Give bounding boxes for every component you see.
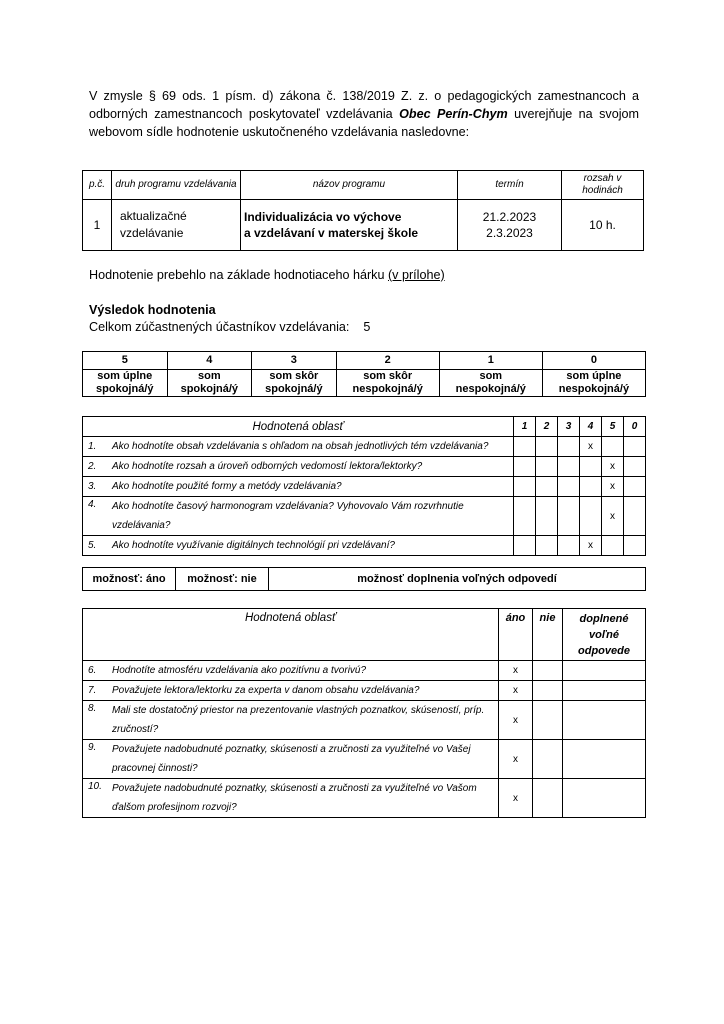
- mark-cell: [624, 536, 646, 556]
- table-row: [83, 661, 646, 681]
- scale-score: 2: [336, 352, 439, 370]
- mark-cell: [624, 497, 646, 536]
- question-text: Ako hodnotíte rozsah a úroveň odborných vedomostí lektora/lektorky?: [110, 457, 514, 477]
- rating-col-header: 3: [558, 417, 580, 437]
- program-dates: 21.2.2023 2.3.2023: [458, 200, 562, 251]
- option-no: možnosť: nie: [176, 568, 269, 591]
- mark-cell: [514, 477, 536, 497]
- col-header-date: termín: [458, 171, 562, 200]
- yes-mark: x: [499, 661, 533, 681]
- row-number: 8.: [83, 701, 111, 740]
- table-row: [83, 437, 646, 457]
- question-text: Mali ste dostatočný priestor na prezentovanie vlastných poznatkov, skúseností, príp. zručností?: [110, 701, 499, 740]
- table-row: [83, 536, 646, 556]
- attachment-link[interactable]: (v prílohe): [387, 268, 445, 282]
- mark-cell: [514, 497, 536, 536]
- question-text: Považujete nadobudnuté poznatky, skúsenosti a zručnosti za využiteľné vo Vašom ďalšom profesijnom rozvoji?: [110, 779, 499, 818]
- table-row: [83, 497, 646, 536]
- table-row: [83, 740, 646, 779]
- yes-mark: x: [499, 701, 533, 740]
- rating-col-header: 4: [580, 417, 602, 437]
- mark-cell: [580, 497, 602, 536]
- mark-cell: [536, 497, 558, 536]
- question-text: Ako hodnotíte obsah vzdelávania s ohľadom na obsah jednotlivých tém vzdelávania?: [110, 437, 514, 457]
- row-number: 9.: [83, 740, 111, 779]
- mark-cell: [558, 497, 580, 536]
- mark-cell: [580, 457, 602, 477]
- rating-header: Hodnotená oblasť: [83, 417, 514, 437]
- mark-cell: x: [602, 477, 624, 497]
- col-header-additional: doplnené voľné odpovede: [563, 609, 646, 661]
- table-row: [83, 457, 646, 477]
- intro-text-1: V zmysle § 69 ods. 1 písm. d) zákona č. 138/2019 Z. z. o pedagogických zamestnancoch a odborných zamestnancoch poskytovateľ vzdelávania: [89, 89, 639, 121]
- result-title: Výsledok hodnotenia: [89, 303, 216, 317]
- question-text: Považujete nadobudnuté poznatky, skúsenosti a zručnosti za využiteľné vo Vašej pracovnej činnosti?: [110, 740, 499, 779]
- evaluation-basis: Hodnotenie prebehlo na základe hodnotiaceho hárku (v prílohe): [89, 268, 445, 282]
- table-row: [83, 477, 646, 497]
- scale-label: som nespokojná/ý: [439, 370, 542, 397]
- row-number: 6.: [83, 661, 111, 681]
- question-text: Ako hodnotíte časový harmonogram vzdelávania? Vyhovovalo Vám rozvrhnutie vzdelávania?: [110, 497, 514, 536]
- scale-label: som spokojná/ý: [167, 370, 252, 397]
- mark-cell: [536, 536, 558, 556]
- rating-col-header: 2: [536, 417, 558, 437]
- scale-table: [82, 351, 646, 397]
- scale-label: som skôr spokojná/ý: [252, 370, 337, 397]
- mark-cell: [624, 477, 646, 497]
- yesno-header: Hodnotená oblasť: [83, 609, 499, 661]
- row-number: 3.: [83, 477, 111, 497]
- additional-answer: [563, 701, 646, 740]
- mark-cell: [536, 437, 558, 457]
- scale-label: som úplne spokojná/ý: [83, 370, 168, 397]
- col-header-no: nie: [533, 609, 563, 661]
- mark-cell: x: [580, 536, 602, 556]
- yes-mark: x: [499, 779, 533, 818]
- no-mark: [533, 661, 563, 681]
- col-header-hours: rozsah v hodinách: [562, 171, 644, 200]
- mark-cell: [558, 457, 580, 477]
- mark-cell: [624, 437, 646, 457]
- options-table: [82, 567, 646, 591]
- row-number: 5.: [83, 536, 111, 556]
- scale-score: 5: [83, 352, 168, 370]
- row-number: 10.: [83, 779, 111, 818]
- mark-cell: [602, 536, 624, 556]
- rating-table: [82, 416, 646, 556]
- no-mark: [533, 701, 563, 740]
- mark-cell: x: [602, 497, 624, 536]
- mark-cell: [514, 536, 536, 556]
- scale-score: 0: [542, 352, 645, 370]
- program-type: aktualizačné vzdelávanie: [112, 200, 241, 251]
- option-free-answers: možnosť doplnenia voľných odpovedí: [269, 568, 646, 591]
- mark-cell: [558, 536, 580, 556]
- mark-cell: [514, 457, 536, 477]
- scale-score: 4: [167, 352, 252, 370]
- rating-col-header: 0: [624, 417, 646, 437]
- question-text: Považujete lektora/lektorku za experta v danom obsahu vzdelávania?: [110, 681, 499, 701]
- yes-mark: x: [499, 740, 533, 779]
- no-mark: [533, 681, 563, 701]
- mark-cell: [558, 437, 580, 457]
- table-row: [83, 701, 646, 740]
- row-number: 1.: [83, 437, 111, 457]
- scale-label: som úplne nespokojná/ý: [542, 370, 645, 397]
- scale-score: 3: [252, 352, 337, 370]
- row-number: 4.: [83, 497, 111, 536]
- intro-text-2: uverejňuje na svojom webovom sídle hodnotenie uskutočneného vzdelávania nasledovne:: [89, 107, 639, 139]
- mark-cell: [602, 437, 624, 457]
- mark-cell: [536, 457, 558, 477]
- additional-answer: [563, 681, 646, 701]
- yesno-table: [82, 608, 646, 818]
- table-row: [83, 681, 646, 701]
- question-text: Ako hodnotíte použité formy a metódy vzdelávania?: [110, 477, 514, 497]
- col-header-no: p.č.: [83, 171, 112, 200]
- mark-cell: [536, 477, 558, 497]
- col-header-type: druh programu vzdelávania: [112, 171, 241, 200]
- mark-cell: [514, 437, 536, 457]
- mark-cell: x: [602, 457, 624, 477]
- mark-cell: [558, 477, 580, 497]
- program-name: Individualizácia vo výchove a vzdelávaní v materskej škole: [241, 200, 458, 251]
- provider-name: Obec Perín-Chym: [399, 107, 508, 121]
- yes-mark: x: [499, 681, 533, 701]
- option-yes: možnosť: áno: [83, 568, 176, 591]
- col-header-name: názov programu: [241, 171, 458, 200]
- table-row: [83, 779, 646, 818]
- intro-paragraph: [89, 87, 639, 141]
- program-table: [82, 170, 644, 251]
- participants-line: Celkom zúčastnených účastníkov vzdelávania: 5: [89, 320, 371, 334]
- rating-col-header: 1: [514, 417, 536, 437]
- rating-col-header: 5: [602, 417, 624, 437]
- scale-label: som skôr nespokojná/ý: [336, 370, 439, 397]
- mark-cell: [580, 477, 602, 497]
- program-no: 1: [83, 200, 112, 251]
- question-text: Hodnotíte atmosféru vzdelávania ako pozitívnu a tvorivú?: [110, 661, 499, 681]
- scale-score: 1: [439, 352, 542, 370]
- additional-answer: [563, 779, 646, 818]
- additional-answer: [563, 740, 646, 779]
- row-number: 2.: [83, 457, 111, 477]
- row-number: 7.: [83, 681, 111, 701]
- program-hours: 10 h.: [562, 200, 644, 251]
- additional-answer: [563, 661, 646, 681]
- col-header-yes: áno: [499, 609, 533, 661]
- no-mark: [533, 740, 563, 779]
- question-text: Ako hodnotíte využívanie digitálnych technológií pri vzdelávaní?: [110, 536, 514, 556]
- mark-cell: x: [580, 437, 602, 457]
- mark-cell: [624, 457, 646, 477]
- no-mark: [533, 779, 563, 818]
